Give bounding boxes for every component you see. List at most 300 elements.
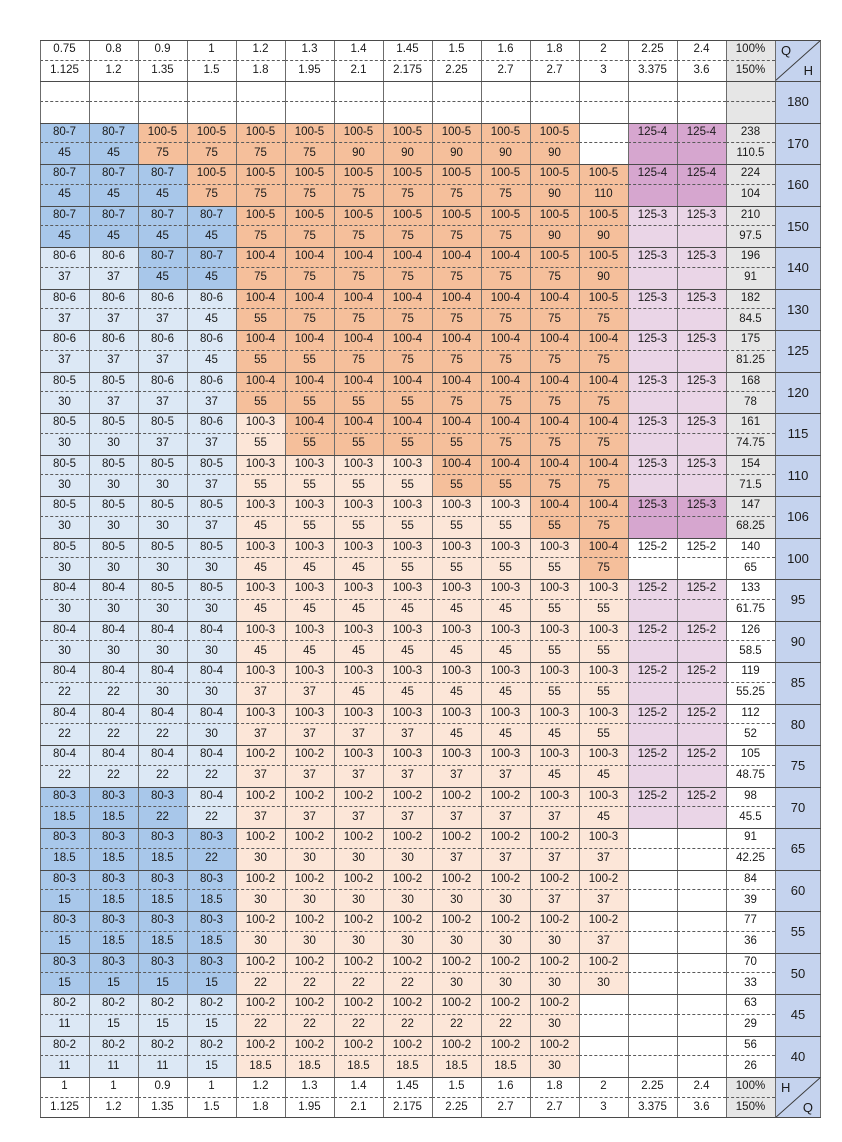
flow-rate-cell: 1.45 [383,40,432,61]
model-cell [530,621,579,663]
pump-model-label: 70 [726,953,775,974]
pump-model-label: 80-4 [89,662,138,683]
model-cell [40,621,89,663]
motor-power-label: 55 [499,478,512,491]
motor-power-label: 84.5 [739,312,762,325]
motor-power-label: 15 [156,1018,169,1031]
pump-model-label: 100-2 [236,953,285,974]
pump-model-label: 100-4 [383,330,432,351]
model-cell [89,164,138,206]
motor-power-label: 55 [352,395,365,408]
pump-model-label: 100-5 [334,123,383,144]
motor-power-label: 30 [107,603,120,616]
pump-model-label: 80-3 [138,870,187,891]
model-cell [187,372,236,414]
pump-model-label: 80-3 [40,953,89,974]
pump-model-label: 80-5 [40,496,89,517]
model-cell [138,247,187,289]
motor-power-label: 15 [156,976,169,989]
model-cell [383,289,432,331]
motor-power-label: 55 [254,395,267,408]
model-cell [383,1036,432,1078]
model-cell [40,164,89,206]
model-cell [628,1036,677,1078]
head-value-label: 80 [775,704,821,746]
pump-model-label: 100-5 [334,164,383,185]
model-cell [579,372,628,414]
model-cell [236,123,285,165]
flow-rate-cell: 150% [726,1098,775,1119]
flow-rate-cell: 1.5 [432,1077,481,1098]
motor-power-label: 30 [58,478,71,491]
model-cell [187,1036,236,1078]
pump-model-label: 100-3 [432,579,481,600]
pump-model-label: 100-4 [579,538,628,559]
motor-power-label: 30 [58,603,71,616]
pump-model-label: 100-3 [579,621,628,642]
row-divider [40,164,821,165]
pump-model-label: 80-5 [40,413,89,434]
model-cell [285,787,334,829]
motor-power-label: 22 [107,769,120,782]
motor-power-label: 15 [107,976,120,989]
pump-model-label: 100-2 [432,1036,481,1057]
model-cell [138,289,187,331]
flow-rate-cell: 3.375 [628,1098,677,1119]
pump-model-label: 100-4 [334,372,383,393]
pump-model-label: 100-5 [579,289,628,310]
motor-power-label: 45 [303,561,316,574]
pump-model-label: 100-2 [579,911,628,932]
model-cell [628,247,677,289]
pump-model-label: 125-2 [677,621,726,642]
model-cell [285,621,334,663]
model-cell [383,579,432,621]
model-cell [579,330,628,372]
model-cell [138,455,187,497]
motor-power-label [628,849,677,870]
motor-power-label: 55 [303,520,316,533]
pump-model-label: 100-2 [285,1036,334,1057]
flow-rate-cell: 1.8 [530,1077,579,1098]
motor-power-label: 15 [58,976,71,989]
motor-power-label: 75 [156,146,169,159]
pump-model-label: 100-5 [285,206,334,227]
pump-model-label: 100-3 [334,579,383,600]
model-cell [677,496,726,538]
pump-model-label: 210 [726,206,775,227]
model-cell [236,745,285,787]
motor-power-label: 30 [58,395,71,408]
flow-rate-cell: 2.175 [383,1098,432,1119]
pump-model-label: 100-3 [383,662,432,683]
pump-model-label: 125-3 [628,413,677,434]
flow-rate-cell: 3 [579,1098,628,1119]
head-value-label: 115 [775,413,821,455]
pump-model-label: 100-2 [530,994,579,1015]
pump-model-label: 80-5 [138,579,187,600]
row-divider [40,621,821,622]
pump-model-label: 100-3 [432,496,481,517]
model-cell [138,164,187,206]
pump-model-label: 100-3 [530,787,579,808]
motor-power-label: 18.5 [200,893,223,906]
pump-model-label: 100-3 [383,704,432,725]
motor-power-label: 30 [352,852,365,865]
pump-model-label: 100-3 [481,538,530,559]
model-cell [481,164,530,206]
model-cell [138,787,187,829]
motor-power-label: 55 [254,312,267,325]
motor-power-label [677,268,726,289]
model-cell [432,828,481,870]
model-cell [530,994,579,1036]
motor-power-label: 30 [58,520,71,533]
pump-model-label: 80-4 [138,704,187,725]
pump-model-label: 98 [726,787,775,808]
model-cell [334,247,383,289]
motor-power-label: 45 [254,603,267,616]
model-cell [334,787,383,829]
head-value-label: 180 [775,81,821,123]
motor-power-label: 45 [499,727,512,740]
pump-model-label: 100-3 [530,704,579,725]
pump-model-label: 80-4 [138,621,187,642]
motor-power-label: 90 [548,229,561,242]
motor-power-label: 75 [597,354,610,367]
model-cell [432,704,481,746]
flow-rate-cell: 1.95 [285,61,334,82]
pump-model-label: 80-7 [138,247,187,268]
motor-power-label [677,766,726,787]
pump-model-label: 80-5 [89,496,138,517]
motor-power-label: 55 [303,354,316,367]
pump-model-label: 100-4 [481,330,530,351]
motor-power-label: 45 [254,561,267,574]
motor-power-label: 37 [548,893,561,906]
pump-model-label: 80-5 [89,455,138,476]
model-cell [40,372,89,414]
motor-power-label: 30 [205,561,218,574]
motor-power-label: 90 [499,146,512,159]
pump-model-label: 100-5 [236,123,285,144]
model-cell [334,455,383,497]
motor-power-label: 55 [450,561,463,574]
row-divider [40,206,821,207]
pump-model-label: 80-4 [138,745,187,766]
pump-model-label: 80-5 [187,579,236,600]
pump-model-label: 100-5 [334,206,383,227]
motor-power-label: 30 [107,520,120,533]
row-divider [40,828,821,829]
motor-power-label: 75 [303,188,316,201]
model-cell [579,538,628,580]
model-cell [432,496,481,538]
motor-power-label: 37 [156,395,169,408]
flow-rate-cell: 1.8 [530,40,579,61]
motor-power-label [677,558,726,579]
model-cell [726,828,775,870]
model-cell [628,828,677,870]
pump-model-label: 80-5 [89,538,138,559]
row-divider [40,455,821,456]
motor-power-label [677,849,726,870]
model-cell [677,413,726,455]
model-cell [677,164,726,206]
model-cell [236,413,285,455]
pump-model-label: 100-5 [530,164,579,185]
flow-rate-cell: 1.4 [334,40,383,61]
pump-model-label: 80-7 [138,206,187,227]
motor-power-label: 91 [744,271,757,284]
motor-power-label: 75 [254,229,267,242]
model-cell [89,828,138,870]
pump-model-label: 100-5 [579,164,628,185]
motor-power-label: 55.25 [736,686,765,699]
motor-power-label: 75 [450,188,463,201]
pump-model-label: 80-3 [40,828,89,849]
motor-power-label: 45 [450,727,463,740]
pump-model-label: 100-3 [236,662,285,683]
model-cell [579,455,628,497]
pump-model-label: 125-3 [628,330,677,351]
pump-model-label: 100-3 [236,579,285,600]
flow-rate-cell: 3.375 [628,61,677,82]
pump-model-label: 77 [726,911,775,932]
pump-model-label [628,911,677,932]
flow-rate-cell: 2.7 [481,1098,530,1119]
motor-power-label [628,475,677,496]
pump-model-label: 100-3 [383,745,432,766]
model-cell [187,330,236,372]
model-cell [334,206,383,248]
motor-power-label: 75 [352,188,365,201]
motor-power-label: 58.5 [739,644,762,657]
pump-model-label: 80-6 [187,413,236,434]
pump-model-label: 125-4 [677,123,726,144]
model-cell [677,828,726,870]
model-cell [530,206,579,248]
pump-model-label [628,994,677,1015]
pump-model-label: 80-4 [40,745,89,766]
pump-model-label: 100-3 [481,579,530,600]
pump-model-label: 100-3 [579,745,628,766]
pump-model-label: 100-5 [236,164,285,185]
pump-model-label: 125-2 [677,662,726,683]
model-cell [40,496,89,538]
motor-power-label: 22 [156,769,169,782]
motor-power-label: 30 [156,520,169,533]
pump-model-label: 100-3 [530,579,579,600]
head-value-label: 160 [775,164,821,206]
motor-power-label [285,102,334,123]
pump-model-label: 80-3 [89,911,138,932]
pump-model-label: 100-2 [432,911,481,932]
motor-power-label: 37 [205,478,218,491]
model-cell [726,787,775,829]
pump-model-label: 100-2 [383,787,432,808]
motor-power-label [677,973,726,994]
pump-model-label: 100-2 [530,953,579,974]
model-cell [40,1036,89,1078]
motor-power-label: 75 [401,229,414,242]
pump-model-label: 63 [726,994,775,1015]
model-cell [383,455,432,497]
motor-power-label: 45 [450,644,463,657]
motor-power-label [677,351,726,372]
motor-power-label: 75 [548,395,561,408]
model-cell [628,330,677,372]
model-cell [285,247,334,289]
head-value-label: 75 [775,745,821,787]
model-cell [383,704,432,746]
pump-model-label: 100-2 [236,745,285,766]
model-cell [726,289,775,331]
pump-model-label: 100-4 [530,455,579,476]
model-cell [530,745,579,787]
motor-power-label: 45 [401,644,414,657]
model-cell [89,662,138,704]
row-divider [40,787,821,788]
pump-model-label: 100-3 [334,538,383,559]
pump-model-label: 100-3 [334,455,383,476]
motor-power-label [677,807,726,828]
head-value-label: 90 [775,621,821,663]
motor-power-label: 37 [450,852,463,865]
model-cell [677,621,726,663]
model-cell [579,911,628,953]
pump-model-label: 100-4 [530,372,579,393]
flow-rate-cell: 1.5 [432,40,481,61]
model-cell [138,81,187,123]
motor-power-label [628,185,677,206]
pump-model-label: 175 [726,330,775,351]
flow-rate-cell: 1.2 [89,61,138,82]
model-cell [187,123,236,165]
pump-model-label [432,81,481,102]
model-cell [187,911,236,953]
row-divider [40,994,821,995]
model-cell [628,81,677,123]
pump-model-label [628,1036,677,1057]
motor-power-label: 55 [352,478,365,491]
model-cell [530,870,579,912]
motor-power-label: 30 [254,935,267,948]
model-cell [89,704,138,746]
motor-power-label: 75 [499,229,512,242]
model-cell [236,662,285,704]
model-cell [334,704,383,746]
pump-model-label: 80-5 [89,372,138,393]
model-cell [40,953,89,995]
pump-model-label: 100-2 [334,953,383,974]
motor-power-label [481,102,530,123]
model-cell [236,289,285,331]
motor-power-label: 55 [597,686,610,699]
head-value-label: 95 [775,579,821,621]
motor-power-label: 75 [548,437,561,450]
model-cell [726,496,775,538]
motor-power-label: 65 [744,561,757,574]
pump-model-label: 80-6 [187,330,236,351]
motor-power-label: 75 [548,271,561,284]
pump-model-label: 100-2 [285,953,334,974]
model-cell [236,828,285,870]
pump-model-label: 80-3 [138,953,187,974]
pump-model-label [579,1036,628,1057]
model-cell [530,1036,579,1078]
model-cell [40,828,89,870]
motor-power-label [677,226,726,247]
pump-model-label: 100-4 [383,372,432,393]
model-cell [579,828,628,870]
motor-power-label: 81.25 [736,354,765,367]
model-cell [138,206,187,248]
model-cell [40,289,89,331]
pump-model-label: 80-4 [89,704,138,725]
row-divider [40,413,821,414]
motor-power-label: 37 [597,935,610,948]
motor-power-label: 30 [352,893,365,906]
motor-power-label: 33 [744,976,757,989]
row-divider [40,662,821,663]
pump-model-label: 100-2 [481,994,530,1015]
pump-model-label: 100-3 [383,496,432,517]
pump-model-label: 100-3 [334,745,383,766]
flow-rate-cell: 100% [726,1077,775,1098]
motor-power-label [677,890,726,911]
pump-model-label: 100-4 [579,413,628,434]
motor-power-label: 18.5 [102,893,125,906]
model-cell [579,870,628,912]
pump-model-label: 100-2 [432,787,481,808]
flow-rate-cell: 1.6 [481,40,530,61]
flow-rate-cell: 1 [89,1077,138,1098]
pump-model-label: 80-3 [187,870,236,891]
model-cell [530,413,579,455]
pump-model-label: 100-3 [481,496,530,517]
qh-corner-cell [775,40,821,81]
motor-power-label: 90 [597,229,610,242]
motor-power-label: 55 [499,520,512,533]
model-cell [138,953,187,995]
pump-model-label: 100-2 [236,994,285,1015]
model-cell [187,413,236,455]
flow-rate-cell: 2.1 [334,1098,383,1119]
pump-model-label: 125-3 [628,455,677,476]
motor-power-label: 75 [597,520,610,533]
motor-power-label [530,102,579,123]
model-cell [481,496,530,538]
model-cell [334,1036,383,1078]
model-cell [187,247,236,289]
flow-rate-cell: 2.4 [677,40,726,61]
pump-model-label: 125-2 [628,538,677,559]
motor-power-label: 37 [156,437,169,450]
model-cell [628,911,677,953]
pump-model-label: 100-3 [579,579,628,600]
head-value-label: 100 [775,538,821,580]
flow-rate-cell: 1.3 [285,40,334,61]
flow-rate-cell: 2 [579,1077,628,1098]
flow-rate-cell: 2.7 [530,1098,579,1119]
model-cell [383,953,432,995]
pump-model-label: 140 [726,538,775,559]
pump-model-label: 100-4 [383,289,432,310]
model-cell [383,164,432,206]
pump-model-label: 80-6 [89,247,138,268]
model-cell [677,81,726,123]
